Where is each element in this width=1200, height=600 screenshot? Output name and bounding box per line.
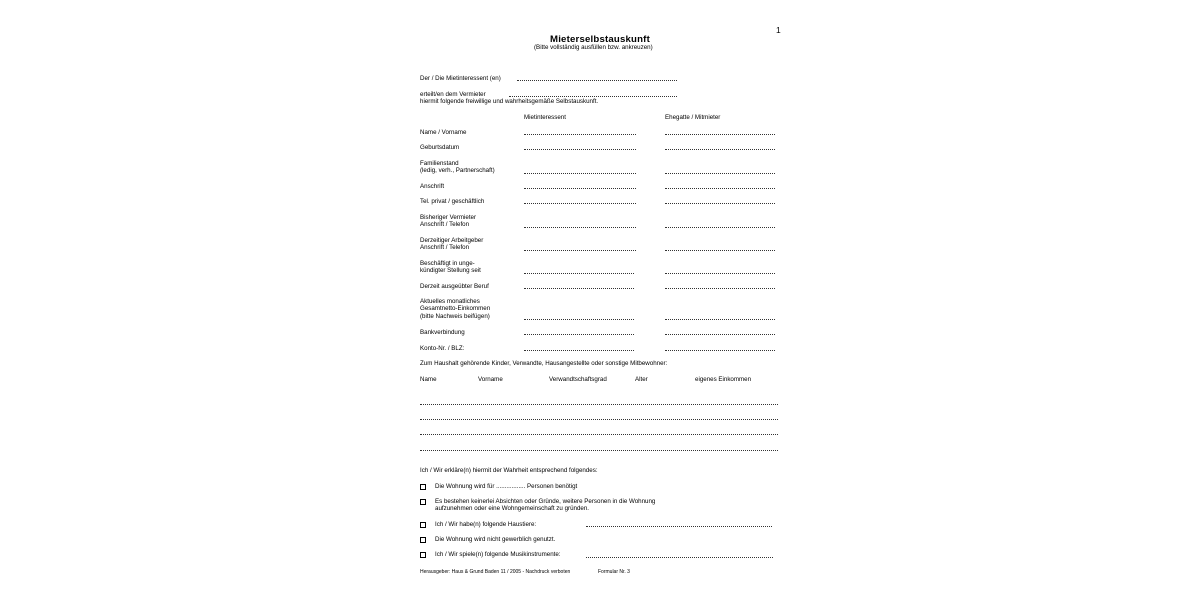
checkbox-persons-needed[interactable] (420, 484, 426, 490)
field-phone-cotenant[interactable] (665, 203, 775, 204)
declaration-heading: Ich / Wir erkläre(n) hiermit der Wahrheit entsprechend folgendes: (420, 467, 598, 474)
household-heading: Zum Haushalt gehörende Kinder, Verwandte, Hausangestellte oder sonstige Mitbewohner: (420, 360, 668, 367)
field-employer-cotenant[interactable] (665, 250, 775, 251)
field-label-bank: Bankverbindung (420, 329, 465, 336)
field-address-cotenant[interactable] (665, 188, 775, 189)
field-bank-applicant[interactable] (524, 334, 634, 335)
declaration-item-no-additional-persons: Es bestehen keinerlei Absichten oder Gründe, weitere Personen in die Wohnung aufzunehmen oder eine Wohngemeinschaft zu gründen. (435, 498, 656, 513)
declaration-item-instruments: Ich / Wir spiele(n) folgende Musikinstrumente: (435, 551, 561, 558)
field-pets[interactable] (586, 526, 772, 527)
form-title: Mieterselbstauskunft (550, 34, 650, 45)
checkbox-instruments[interactable] (420, 552, 426, 558)
column-header-cotenant: Ehegatte / Mitmieter (665, 114, 721, 121)
field-prev-landlord-cotenant[interactable] (665, 227, 775, 228)
intro-applicant-field[interactable] (517, 80, 677, 81)
intro-applicant-label: Der / Die Mietinteressent (en) (420, 75, 501, 82)
field-label-birthdate: Geburtsdatum (420, 144, 460, 151)
field-address-applicant[interactable] (524, 188, 636, 189)
field-label-income: Aktuelles monatliches Gesamtnetto-Einkommen (bitte Nachweis beifügen) (420, 298, 491, 320)
field-name-cotenant[interactable] (665, 134, 775, 135)
field-label-phone: Tel. privat / geschäftlich (420, 198, 485, 205)
household-header-firstname: Vorname (478, 376, 503, 383)
field-employer-applicant[interactable] (524, 250, 636, 251)
declaration-item-no-commercial-use: Die Wohnung wird nicht gewerblich genutzt. (435, 536, 556, 543)
field-marital-applicant[interactable] (524, 173, 636, 174)
intro-statement: hiermit folgende freiwillige und wahrheitsgemäße Selbstauskunft. (420, 98, 599, 105)
household-header-age: Alter (635, 376, 648, 383)
field-marital-cotenant[interactable] (665, 173, 775, 174)
field-label-account: Konto-Nr. / BLZ: (420, 345, 465, 352)
household-line[interactable] (420, 450, 778, 451)
page-number: 1 (776, 25, 781, 35)
checkbox-no-commercial-use[interactable] (420, 537, 426, 543)
field-employment-applicant[interactable] (524, 273, 634, 274)
field-label-employer: Derzeitiger Arbeitgeber Anschrift / Telefon (420, 237, 484, 252)
field-account-applicant[interactable] (524, 350, 634, 351)
field-label-occupation: Derzeit ausgeübter Beruf (420, 283, 489, 290)
checkbox-pets[interactable] (420, 522, 426, 528)
footer-form-number: Formular Nr. 3 (598, 569, 630, 575)
field-birthdate-cotenant[interactable] (665, 149, 775, 150)
field-label-marital-status: Familienstand (ledig, verh., Partnerschaft) (420, 160, 495, 175)
field-employment-cotenant[interactable] (665, 273, 775, 274)
household-header-relationship: Verwandtschaftsgrad (549, 376, 607, 383)
field-account-cotenant[interactable] (665, 350, 775, 351)
footer-publisher: Herausgeber: Haus & Grund Baden 11 / 2005 - Nachdruck verboten (420, 569, 571, 575)
field-label-previous-landlord: Bisheriger Vermieter Anschrift / Telefon (420, 214, 477, 229)
field-prev-landlord-applicant[interactable] (524, 227, 636, 228)
checkbox-no-additional-persons[interactable] (420, 499, 426, 505)
declaration-item-persons: Die Wohnung wird für ................. Personen benötigt (435, 483, 578, 490)
column-header-applicant: Mietinteressent (524, 114, 566, 121)
field-occupation-cotenant[interactable] (665, 288, 775, 289)
field-income-cotenant[interactable] (665, 319, 775, 320)
household-header-name: Name (420, 376, 437, 383)
field-label-employment-since: Beschäftigt in unge- kündigter Stellung seit (420, 260, 481, 275)
field-bank-cotenant[interactable] (665, 334, 775, 335)
field-birthdate-applicant[interactable] (524, 149, 636, 150)
form-subtitle: (Bitte vollständig ausfüllen bzw. ankreuzen) (534, 44, 653, 51)
field-name-applicant[interactable] (524, 134, 636, 135)
household-header-income: eigenes Einkommen (695, 376, 752, 383)
field-occupation-applicant[interactable] (524, 288, 634, 289)
intro-landlord-label: erteilt/en dem Vermieter (420, 91, 486, 98)
household-line[interactable] (420, 419, 778, 420)
household-line[interactable] (420, 404, 778, 405)
field-income-applicant[interactable] (524, 319, 634, 320)
household-line[interactable] (420, 434, 778, 435)
declaration-item-pets: Ich / Wir habe(n) folgende Haustiere: (435, 521, 537, 528)
field-phone-applicant[interactable] (524, 203, 636, 204)
field-instruments[interactable] (586, 557, 773, 558)
field-label-address: Anschrift (420, 183, 445, 190)
intro-landlord-field[interactable] (509, 96, 677, 97)
field-label-name: Name / Vorname (420, 129, 467, 136)
